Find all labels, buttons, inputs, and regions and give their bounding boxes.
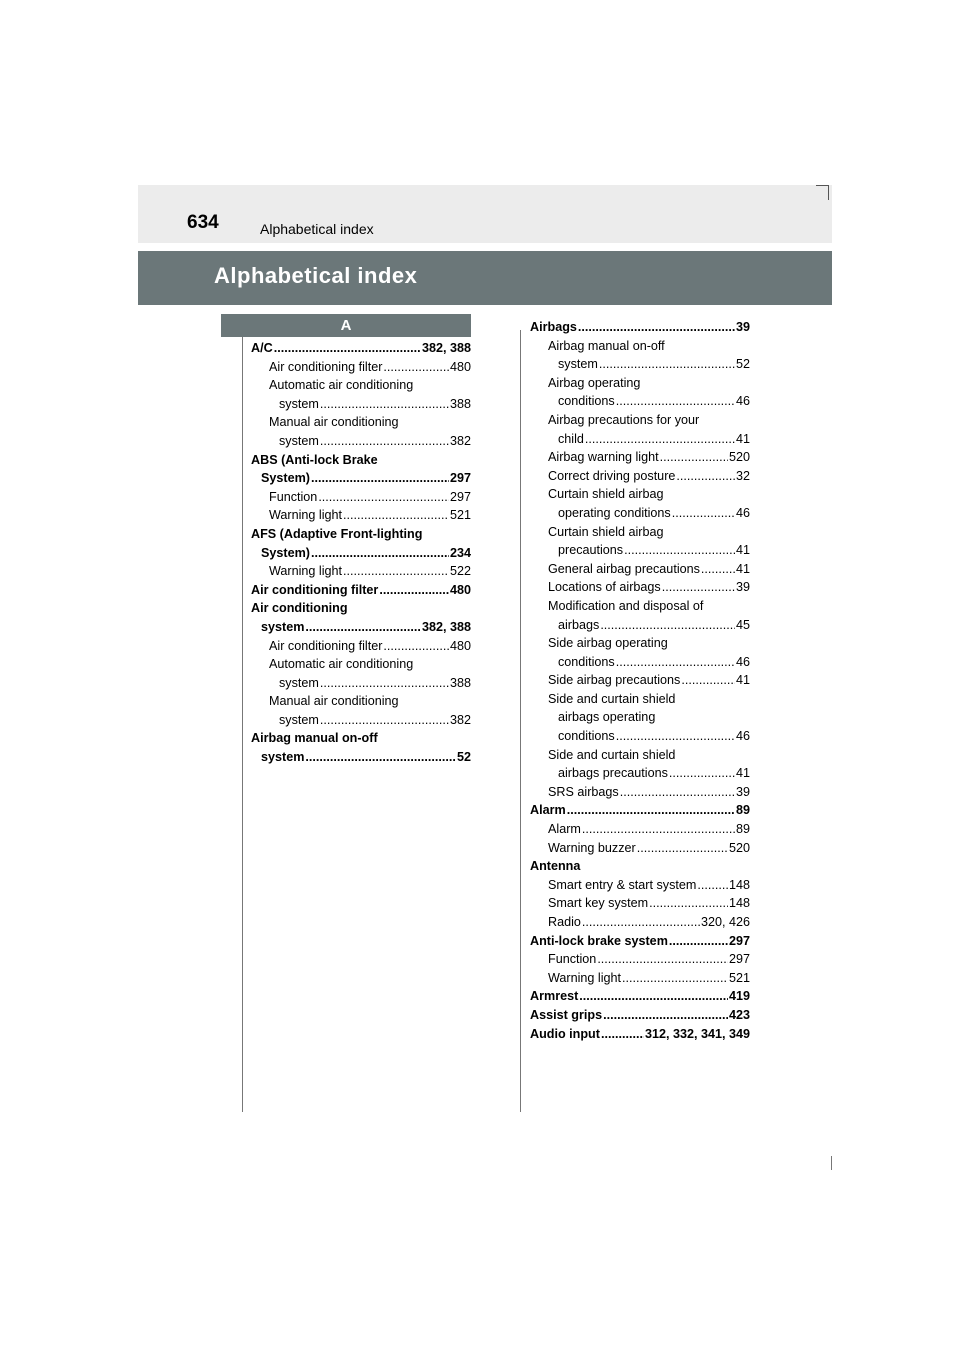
entry-line (548, 597, 750, 616)
page-reference: 39 (735, 320, 750, 334)
entry-line (548, 876, 750, 895)
dot-leader (672, 504, 735, 523)
entry-line (269, 432, 471, 451)
dot-leader (343, 506, 449, 525)
entry-text: airbags operating (558, 710, 656, 725)
entry-text: Antenna (530, 859, 581, 874)
entry-text: system (261, 619, 305, 634)
index-subentry (530, 523, 750, 560)
page-reference: 41 (735, 766, 750, 781)
index-subentry (251, 488, 471, 507)
entry-text: Locations of airbags (548, 580, 661, 595)
entry-text: AFS (Adaptive Front-lighting (251, 526, 423, 541)
index-entry (530, 932, 750, 951)
entry-line (548, 541, 750, 560)
index-subentry (530, 969, 750, 988)
entry-line (548, 337, 750, 356)
index-subentry (251, 358, 471, 377)
page-reference: 46 (735, 505, 750, 520)
entry-text: Function (548, 952, 597, 967)
entry-text: Alarm (530, 803, 566, 818)
entry-line (251, 599, 471, 618)
index-subentry (251, 692, 471, 729)
page-reference: 382, 388 (421, 619, 471, 634)
dot-leader (676, 467, 735, 486)
crop-mark (828, 185, 829, 200)
page-reference: 52 (456, 750, 471, 765)
column-rule-middle (520, 330, 521, 1112)
entry-text: General airbag precautions (548, 561, 700, 576)
dot-leader (320, 395, 449, 414)
entry-text: Automatic air conditioning (269, 657, 414, 672)
entry-text: Curtain shield airbag (548, 487, 664, 502)
page-reference: 480 (449, 359, 471, 374)
dot-leader (701, 560, 735, 579)
page-reference: 480 (449, 582, 471, 597)
page-reference: 39 (735, 580, 750, 595)
dot-leader (582, 913, 700, 932)
column-rule-left (242, 330, 243, 1112)
entry-text: conditions (558, 394, 615, 409)
entry-text: Airbag warning light (548, 450, 659, 465)
page-reference: 522 (449, 564, 471, 579)
index-entry (251, 729, 471, 766)
index-subentry (530, 746, 750, 783)
page-reference: 521 (449, 508, 471, 523)
entry-line (530, 318, 750, 337)
entry-text: Automatic air conditioning (269, 378, 414, 393)
dot-leader (616, 392, 735, 411)
entry-line (269, 413, 471, 432)
index-subentry (251, 637, 471, 656)
entry-line (548, 690, 750, 709)
dot-leader (274, 339, 421, 358)
index-subentry (530, 578, 750, 597)
page-reference: 297 (728, 952, 750, 967)
page-reference: 39 (735, 784, 750, 799)
entry-line (548, 578, 750, 597)
index-subentry (251, 562, 471, 581)
entry-text: system (279, 396, 319, 411)
entry-text: system (279, 433, 319, 448)
entry-line (548, 950, 750, 969)
dot-leader (622, 969, 728, 988)
entry-line (548, 504, 750, 523)
entry-line (530, 857, 750, 876)
entry-line (269, 692, 471, 711)
entry-text: system (279, 675, 319, 690)
page-reference: 148 (728, 896, 750, 911)
page-reference: 423 (728, 1007, 750, 1022)
entry-text: Radio (548, 915, 581, 929)
index-subentry (530, 597, 750, 634)
entry-text: Air conditioning (251, 601, 348, 616)
entry-line (548, 969, 750, 988)
index-subentry (530, 448, 750, 467)
page-reference: 234 (449, 545, 471, 560)
entry-line (251, 469, 471, 488)
page-title: Alphabetical index (214, 263, 418, 288)
entry-text: Airbag operating (548, 375, 641, 390)
entry-text: Airbag manual on-off (251, 731, 378, 746)
dot-leader (567, 801, 735, 820)
entry-text: system (558, 357, 598, 372)
entry-text: Warning light (269, 508, 343, 523)
page-reference: 32 (735, 468, 750, 483)
index-entry (251, 599, 471, 636)
dot-leader (320, 432, 449, 451)
entry-text: Function (269, 489, 318, 504)
dot-leader (600, 616, 735, 635)
entry-line (548, 913, 750, 932)
index-entry (530, 801, 750, 820)
entry-line (530, 1025, 750, 1044)
dot-leader (637, 839, 728, 858)
dot-leader (318, 488, 449, 507)
entry-text: Manual air conditioning (269, 415, 399, 430)
entry-line (269, 376, 471, 395)
entry-line (548, 820, 750, 839)
index-subentry (530, 634, 750, 671)
entry-line (530, 932, 750, 951)
entry-line (251, 748, 471, 767)
entry-text: Airbag precautions for your (548, 412, 700, 427)
page-reference: 520 (728, 450, 750, 465)
page-reference: 388 (449, 396, 471, 411)
entry-text: Modification and disposal of (548, 598, 704, 613)
dot-leader (599, 355, 735, 374)
dot-leader (579, 987, 728, 1006)
entry-text: Warning light (548, 970, 622, 985)
page-reference: 41 (735, 673, 750, 688)
dot-leader (603, 1006, 728, 1025)
dot-leader (620, 783, 735, 802)
entry-line (251, 451, 471, 470)
index-subentry (530, 485, 750, 522)
entry-line (548, 783, 750, 802)
page-reference: 480 (449, 638, 471, 653)
section-name: Alphabetical index (260, 221, 374, 237)
entry-text: precautions (558, 543, 624, 558)
entry-line (530, 801, 750, 820)
entry-text: System) (261, 471, 310, 486)
title-bar (138, 251, 832, 305)
entry-line (251, 339, 471, 358)
entry-line (548, 894, 750, 913)
index-subentry (530, 820, 750, 839)
entry-line (548, 671, 750, 690)
entry-text: SRS airbags (548, 784, 619, 799)
crop-mark (831, 1156, 832, 1170)
page-reference: 46 (735, 729, 750, 744)
entry-text: Assist grips (530, 1007, 603, 1022)
entry-line (269, 506, 471, 525)
entry-text: Curtain shield airbag (548, 524, 664, 539)
dot-leader (669, 932, 728, 951)
page-reference: 297 (728, 933, 750, 948)
entry-text: Airbags (530, 320, 577, 334)
entry-line (548, 523, 750, 542)
entry-line (530, 987, 750, 1006)
entry-text: operating conditions (558, 505, 671, 520)
index-entry (530, 1006, 750, 1025)
index-subentry (530, 876, 750, 895)
entry-line (269, 488, 471, 507)
dot-leader (383, 637, 449, 656)
entry-line (251, 544, 471, 563)
page-reference: 41 (735, 543, 750, 558)
entry-line (251, 729, 471, 748)
dot-leader (383, 358, 449, 377)
entry-line (269, 711, 471, 730)
entry-text: Alarm (548, 822, 581, 837)
entry-line (269, 674, 471, 693)
entry-text: Side and curtain shield (548, 691, 676, 706)
index-entry (530, 987, 750, 1006)
entry-text: Air conditioning filter (251, 582, 379, 597)
page-reference: 382 (449, 712, 471, 727)
entry-text: Air conditioning filter (269, 638, 383, 653)
index-subentry (530, 894, 750, 913)
entry-text: Armrest (530, 989, 579, 1004)
dot-leader (343, 562, 449, 581)
entry-line (548, 485, 750, 504)
page-reference: 46 (735, 654, 750, 669)
dot-leader (311, 469, 449, 488)
entry-line (548, 392, 750, 411)
page-reference: 52 (735, 357, 750, 372)
page-reference: 41 (735, 431, 750, 446)
entry-text: conditions (558, 729, 615, 744)
page-reference: 45 (735, 617, 750, 632)
entry-text: Manual air conditioning (269, 694, 399, 709)
dot-leader (585, 430, 735, 449)
entry-line (251, 525, 471, 544)
page-header (138, 185, 832, 243)
dot-leader (311, 544, 449, 563)
index-subentry (530, 467, 750, 486)
index-subentry (530, 374, 750, 411)
page-reference: 41 (735, 561, 750, 576)
entry-text: A/C (251, 341, 273, 355)
index-subentry (251, 376, 471, 413)
entry-line (269, 358, 471, 377)
index-subentry (251, 655, 471, 692)
entry-text: system (261, 750, 305, 765)
entry-line (548, 355, 750, 374)
page-reference: 297 (449, 471, 471, 486)
page-reference: 382, 388 (421, 341, 471, 355)
page-reference: 297 (449, 489, 471, 504)
dot-leader (616, 727, 735, 746)
dot-leader (597, 950, 728, 969)
index-entry (251, 525, 471, 562)
entry-text: Anti-lock brake system (530, 933, 668, 948)
index-entry (530, 318, 750, 337)
entry-text: Side airbag precautions (548, 673, 681, 688)
page-reference: 521 (728, 970, 750, 985)
entry-text: airbags (558, 617, 600, 632)
dot-leader (320, 711, 449, 730)
entry-line (548, 560, 750, 579)
index-subentry (530, 690, 750, 746)
index-subentry (530, 671, 750, 690)
entry-text: Side and curtain shield (548, 747, 676, 762)
entry-line (548, 616, 750, 635)
dot-leader (320, 674, 449, 693)
index-subentry (251, 413, 471, 450)
index-entry (251, 451, 471, 488)
dot-leader (582, 820, 735, 839)
entry-line (548, 374, 750, 393)
page-number: 634 (187, 212, 219, 233)
entry-line (269, 395, 471, 414)
entry-line (548, 727, 750, 746)
dot-leader (649, 894, 728, 913)
entry-line (548, 430, 750, 449)
index-subentry (530, 950, 750, 969)
entry-text: conditions (558, 654, 615, 669)
page-reference: 419 (728, 989, 750, 1004)
dot-leader (697, 876, 728, 895)
entry-text: ABS (Anti-lock Brake (251, 452, 378, 467)
entry-line (548, 467, 750, 486)
dot-leader (660, 448, 728, 467)
entry-line (269, 637, 471, 656)
entry-text: child (558, 431, 584, 446)
dot-leader (662, 578, 735, 597)
entry-line (548, 708, 750, 727)
index-entry (251, 339, 471, 358)
entry-line (251, 581, 471, 600)
entry-text: System) (261, 545, 310, 560)
entry-text: Side airbag operating (548, 636, 668, 651)
page-reference: 520 (728, 840, 750, 855)
entry-line (548, 634, 750, 653)
dot-leader (305, 618, 421, 637)
dot-leader (681, 671, 735, 690)
entry-line (269, 655, 471, 674)
page-reference: 312, 332, 341, 349 (644, 1026, 750, 1041)
entry-text: Smart entry & start system (548, 877, 697, 892)
dot-leader (669, 764, 735, 783)
entry-text: Airbag manual on-off (548, 338, 665, 353)
index-entry (530, 857, 750, 876)
index-entry (530, 1025, 750, 1044)
entry-text: system (279, 712, 319, 727)
index-column-right (530, 318, 750, 1043)
dot-leader (624, 541, 735, 560)
page-reference: 148 (728, 877, 750, 892)
index-subentry (530, 839, 750, 858)
dot-leader (305, 748, 456, 767)
entry-line (530, 1006, 750, 1025)
index-subentry (530, 913, 750, 932)
dot-leader (616, 653, 735, 672)
entry-line (548, 411, 750, 430)
index-subentry (530, 783, 750, 802)
entry-text: Smart key system (548, 896, 649, 911)
entry-text: airbags precautions (558, 766, 668, 781)
page-reference: 388 (449, 675, 471, 690)
entry-line (548, 653, 750, 672)
index-column-left (251, 339, 471, 767)
entry-text: Warning light (269, 564, 343, 579)
page-reference: 382 (449, 433, 471, 448)
page-reference: 89 (735, 822, 750, 837)
index-subentry (530, 560, 750, 579)
page-reference: 89 (735, 803, 750, 818)
entry-text: Audio input (530, 1026, 600, 1041)
letter-heading: A (221, 314, 471, 337)
entry-line (269, 562, 471, 581)
entry-line (548, 448, 750, 467)
entry-text: Warning buzzer (548, 840, 636, 855)
index-subentry (530, 411, 750, 448)
entry-line (548, 764, 750, 783)
index-subentry (251, 506, 471, 525)
entry-line (548, 839, 750, 858)
entry-text: Correct driving posture (548, 468, 676, 483)
entry-text: Air conditioning filter (269, 359, 383, 374)
entry-line (251, 618, 471, 637)
dot-leader (379, 581, 449, 600)
index-entry (251, 581, 471, 600)
entry-line (548, 746, 750, 765)
dot-leader (578, 318, 735, 337)
page-reference: 46 (735, 394, 750, 409)
page-reference: 320, 426 (700, 915, 750, 929)
dot-leader (601, 1025, 644, 1044)
index-subentry (530, 337, 750, 374)
